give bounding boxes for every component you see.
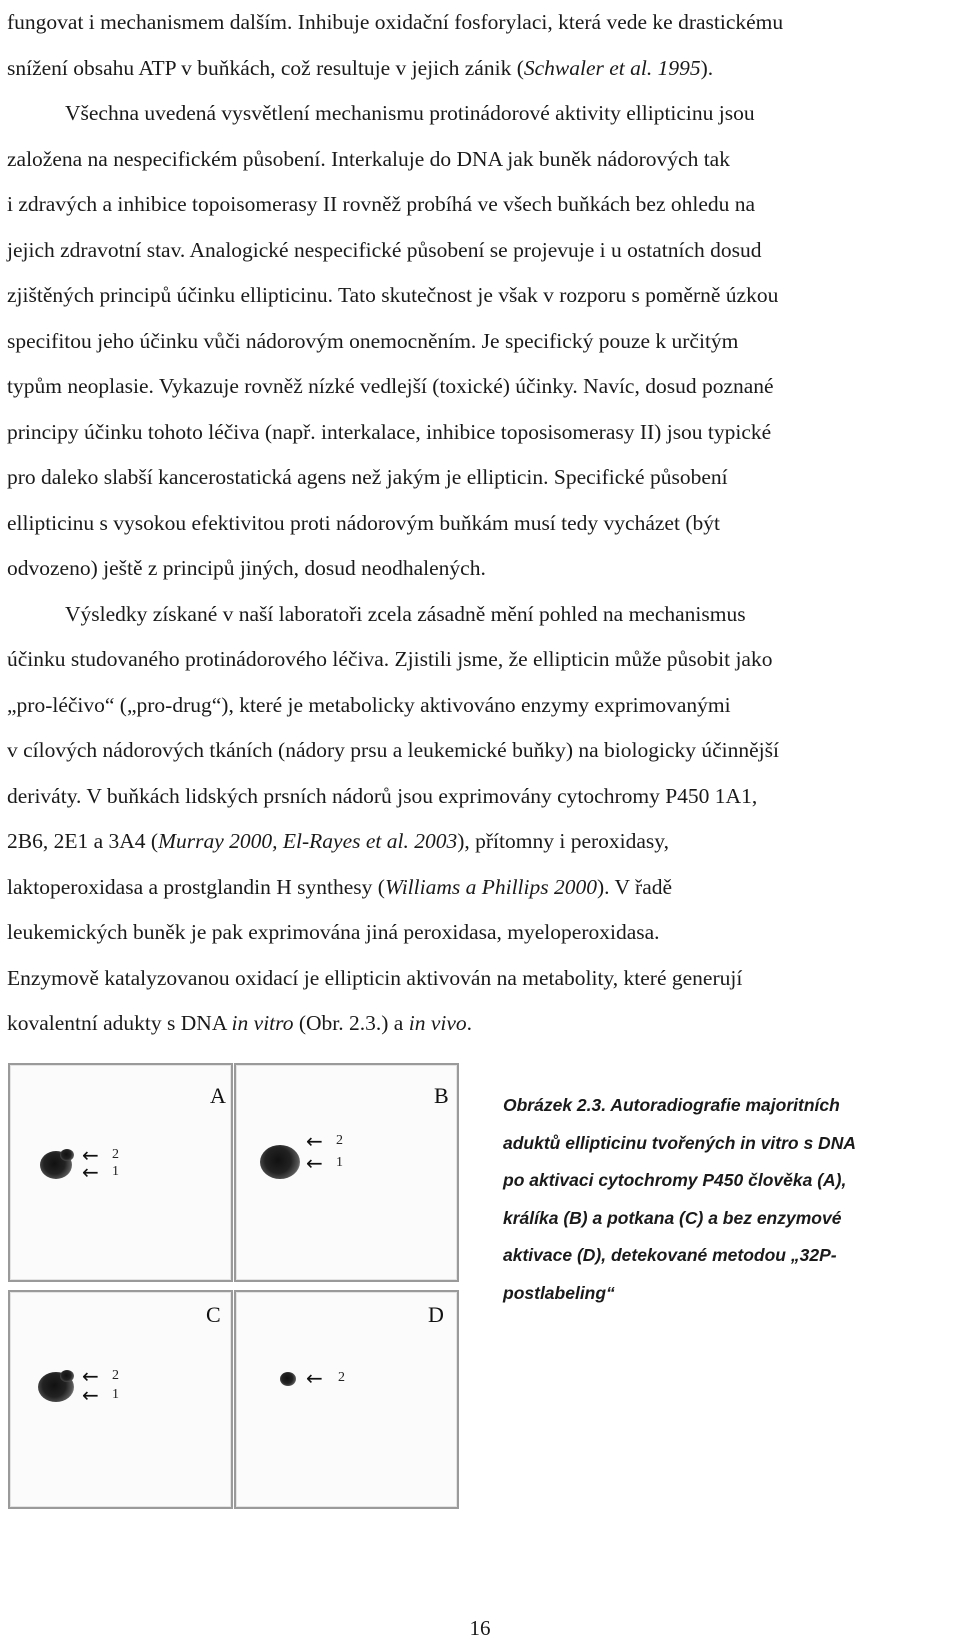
spot-number: 2 xyxy=(112,1147,119,1162)
text-line: i zdravých a inhibice topoisomerasy II rovněž probíhá ve všech buňkách bez ohledu na xyxy=(7,192,756,216)
caption-line: aduktů ellipticinu tvořených in vitro s DNA xyxy=(503,1132,856,1153)
text-line: ellipticinu s vysokou efektivitou proti nádorovým buňkám musí tedy vycházet (být xyxy=(7,510,720,535)
spot-number: 1 xyxy=(112,1164,119,1179)
adduct-spot-2 xyxy=(280,1372,296,1386)
arrow-icon: ← xyxy=(306,1129,323,1153)
text-line: 2B6, 2E1 a 3A4 (Murray 2000, El-Rayes et al. 2003), přítomny i peroxidasy, xyxy=(7,829,670,853)
citation: Murray 2000, El-Rayes et al. 2003 xyxy=(158,829,458,853)
arrow-icon: ← xyxy=(306,1151,323,1175)
panel-b xyxy=(234,1063,459,1282)
panel-d xyxy=(234,1290,459,1509)
text-line: laktoperoxidasa a prostglandin H synthesy (Williams a Phillips 2000). V řadě xyxy=(7,874,673,899)
caption-line: po aktivaci cytochromy P450 člověka (A), xyxy=(503,1170,847,1190)
caption-line: Obrázek 2.3. Autoradiografie majoritních xyxy=(503,1095,840,1115)
adduct-spot-2 xyxy=(60,1149,74,1161)
spot-number: 1 xyxy=(336,1155,343,1170)
arrow-icon: ← xyxy=(306,1366,323,1390)
caption-line: aktivace (D), detekované metodou „32P- xyxy=(503,1245,837,1265)
text-line: Výsledky získané v naší laboratoři zcela zásadně mění pohled na mechanismus xyxy=(65,601,746,626)
arrow-icon: ← xyxy=(82,1364,99,1388)
adduct-spot-1 xyxy=(260,1145,300,1179)
text-line: specifitou jeho účinku vůči nádorovým onemocněním. Je specifický pouze k určitým xyxy=(7,328,739,353)
arrow-icon: ← xyxy=(82,1383,99,1407)
panel-label: A xyxy=(210,1083,226,1108)
text-line: kovalentní adukty s DNA in vitro (Obr. 2.3.) a in vivo. xyxy=(7,1011,473,1035)
text-line: v cílových nádorových tkáních (nádory prsu a leukemické buňky) na biologicky účinnější xyxy=(7,738,779,762)
text-line: jejich zdravotní stav. Analogické nespecifické působení se projevuje i u ostatních dosud xyxy=(7,237,762,262)
text-line: snížení obsahu ATP v buňkách, což resultuje v jejich zánik (Schwaler et al. 1995). xyxy=(7,55,714,80)
arrow-icon: ← xyxy=(82,1160,99,1184)
text-line: „pro-léčivo“ („pro-drug“), které je metabolicky aktivováno enzymy exprimovanými xyxy=(7,692,731,717)
figure-caption xyxy=(503,1087,943,1312)
citation: Williams a Phillips 2000 xyxy=(384,874,597,899)
spot-number: 1 xyxy=(112,1387,119,1402)
text-line: deriváty. V buňkách lidských prsních nádorů jsou exprimovány cytochromy P450 1A1, xyxy=(7,783,758,808)
text-line: zjištěných principů účinku ellipticinu. Tato skutečnost je však v rozporu s poměrně úzkou xyxy=(7,283,779,307)
text-line: účinku studovaného protinádorového léčiva. Zjistili jsme, že ellipticin může působit jako xyxy=(7,647,773,671)
caption-line: postlabeling“ xyxy=(503,1282,615,1303)
spot-number: 2 xyxy=(112,1368,119,1383)
arrow-icon: ← xyxy=(82,1143,99,1167)
body-text xyxy=(7,0,953,1047)
citation: Schwaler et al. 1995 xyxy=(523,55,701,80)
caption-line: králíka (B) a potkana (C) a bez enzymové xyxy=(503,1207,842,1228)
spot-number: 2 xyxy=(336,1133,343,1148)
autoradiography-figure xyxy=(8,1063,464,1518)
text-line: fungovat i mechanismem dalším. Inhibuje oxidační fosforylaci, která vede ke drastickému xyxy=(7,10,784,34)
adduct-spot-2 xyxy=(60,1370,74,1382)
text-line: typům neoplasie. Vykazuje rovněž nízké vedlejší (toxické) účinky. Navíc, dosud poznané xyxy=(7,374,774,398)
panel-label: B xyxy=(434,1083,449,1108)
panel-label: C xyxy=(206,1302,221,1327)
text-line: odvozeno) ještě z principů jiných, dosud neodhalených. xyxy=(7,556,486,580)
panel-c xyxy=(8,1290,233,1509)
text-line: Enzymově katalyzovanou oxidací je ellipticin aktivován na metabolity, které generují xyxy=(7,965,743,990)
text-line: pro daleko slabší kancerostatická agens než jakým je ellipticin. Specifické působení xyxy=(7,465,728,489)
panel-a xyxy=(8,1063,233,1282)
spot-number: 2 xyxy=(338,1370,345,1385)
text-line: principy účinku tohoto léčiva (např. interkalace, inhibice toposisomerasy II) jsou typické xyxy=(7,419,772,444)
text-line: založena na nespecifickém působení. Interkaluje do DNA jak buněk nádorových tak xyxy=(7,146,730,171)
page-number: 16 xyxy=(469,1616,491,1640)
text-line: leukemických buněk je pak exprimována jiná peroxidasa, myeloperoxidasa. xyxy=(7,920,660,944)
text-line: Všechna uvedená vysvětlení mechanismu protinádorové aktivity ellipticinu jsou xyxy=(65,101,755,125)
panel-label: D xyxy=(428,1302,444,1327)
